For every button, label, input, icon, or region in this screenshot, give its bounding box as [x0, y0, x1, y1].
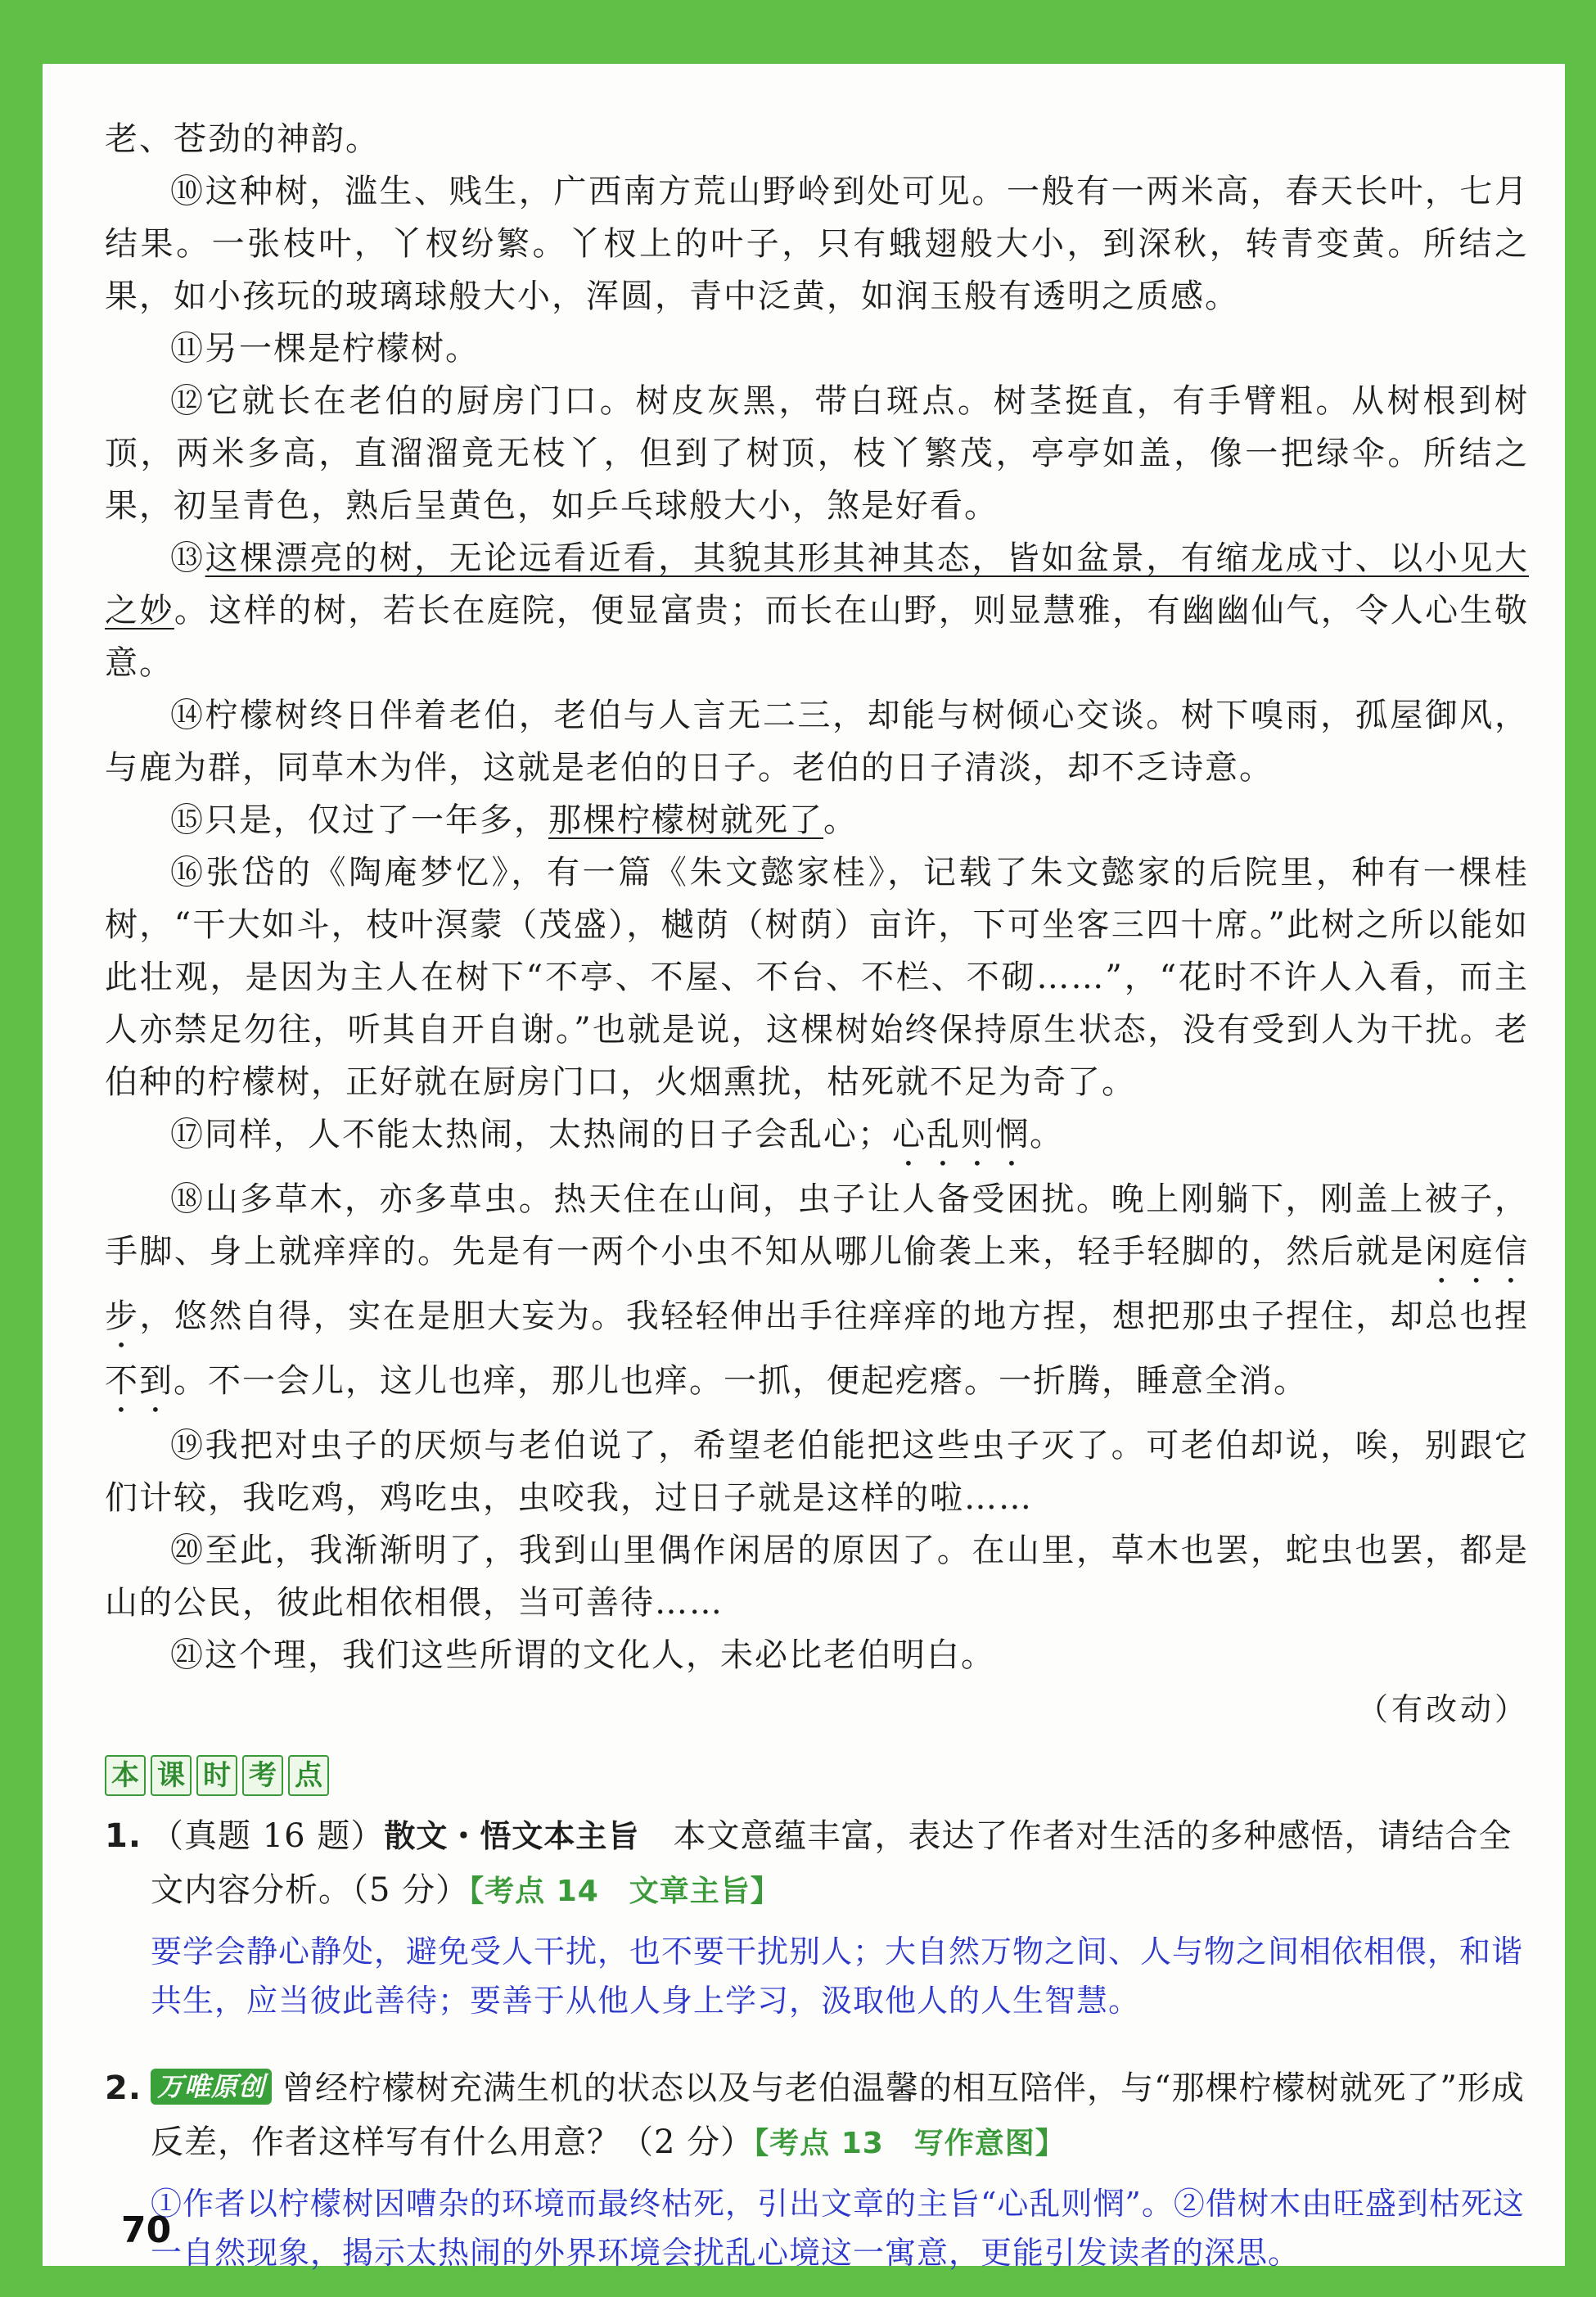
paragraph-15 [105, 794, 1529, 846]
p17-start: ⑰同样，人不能太热闹，太热闹的日子会乱心； [170, 1116, 892, 1153]
paragraph-13 [105, 532, 1529, 689]
paragraph-16: ⑯张岱的《陶庵梦忆》，有一篇《朱文懿家桂》，记载了朱文懿家的后院里，种有一棵桂树，“干大如斗，枝叶溟蒙（茂盛），樾荫（树荫）亩许，下可坐客三四十席。”此树之所以能如此壮观，是因为主人在树下“不亭、不屋、不台、不栏、不砌……”，“花时不许人入看，而主人亦禁足勿往，听其自开自谢。”也就是说，这棵树始终保持原生状态，没有受到人为干扰。老伯种的柠檬树，正好就在厨房门口，火烟熏扰，枯死就不足为奇了。 [105, 854, 1529, 1101]
p18-dotted-2: 不到 [105, 1362, 174, 1400]
p18-part3: 。不一会儿，这儿也痒，那儿也痒。一抓，便起疙瘩。一折腾，睡意全消。 [174, 1362, 1308, 1400]
question-source: （真题 16 题） [151, 1817, 385, 1855]
p15-end: 。 [823, 801, 858, 839]
question-text: 曾经柠檬树充满生机的状态以及与老伯温馨的相互陪伴，与“那棵柠檬树就死了”形成反差，作者这样写有什么用意？（2 分） [151, 2069, 1525, 2161]
paragraph-18 [105, 1173, 1529, 1419]
page-number: 70 [121, 2209, 172, 2251]
question-text: 本文意蕴丰富，表达了作者对生活的多种感悟，请结合全文内容分析。（5 分） [151, 1817, 1513, 1909]
question-type: 散文・悟文本主旨 [384, 1818, 640, 1854]
p17-end: 。 [1030, 1116, 1064, 1153]
p17-dotted: 心乱则惘 [892, 1116, 1030, 1153]
article-content [105, 113, 1529, 2277]
page [43, 64, 1565, 2271]
p18-dotted-1: 闲庭信步 [105, 1233, 1530, 1335]
question-2 [105, 2061, 1529, 2277]
paragraph-11: ⑪另一棵是柠檬树。 [170, 330, 480, 368]
section-label-char: 时 [196, 1755, 237, 1796]
paragraph-10: ⑩这种树，滥生、贱生，广西南方荒山野岭到处可见。一般有一两米高，春天长叶，七月结果。一张枝叶，丫杈纷繁。丫杈上的叶子，只有蛾翅般大小，到深秋，转青变黄。所结之果，如小孩玩的玻璃球般大小，浑圆，青中泛黄，如润玉般有透明之质感。 [105, 173, 1529, 315]
paragraph-19: ⑲我把对虫子的厌烦与老伯说了，希望老伯能把这些虫子灭了。可老伯却说，唉，别跟它们计较，我吃鸡，鸡吃虫，虫咬我，过日子就是这样的啦…… [105, 1427, 1529, 1517]
question-1-stem [105, 1809, 1529, 1919]
paragraph-12: ⑫它就长在老伯的厨房门口。树皮灰黑，带白斑点。树茎挺直，有手臂粗。从树根到树顶，两米多高，直溜溜竟无枝丫，但到了树顶，枝丫繁茂，亭亭如盖，像一把绿伞。所结之果，初呈青色，熟后呈黄色，如乒乓球般大小，煞是好看。 [105, 382, 1529, 525]
question-number: 1. [105, 1817, 142, 1855]
p15-underlined: 那棵柠檬树就死了 [548, 801, 823, 839]
question-1 [105, 1809, 1529, 2025]
section-label-char: 本 [105, 1755, 146, 1796]
p13-num: ⑬ [170, 539, 205, 577]
p13-rest: 。这样的树，若长在庭院，便显富贵；而长在山野，则显慧雅，有幽幽仙气，令人心生敬意。 [105, 592, 1530, 682]
section-label [105, 1755, 1529, 1796]
section-label-char: 点 [288, 1755, 329, 1796]
section-label-char: 课 [151, 1755, 192, 1796]
paragraph-9-end: 老、苍劲的神韵。 [105, 120, 380, 158]
question-2-answer: ①作者以柠檬树因嘈杂的环境而最终枯死，引出文章的主旨“心乱则惘”。②借树木由旺盛到枯死这一自然现象，揭示太热闹的外界环境会扰乱心境这一寓意，更能引发读者的深思。 [151, 2186, 1525, 2271]
paragraph-20: ⑳至此，我渐渐明了，我到山里偶作闲居的原因了。在山里，草木也罢，蛇虫也罢，都是山的公民，彼此相依相偎，当可善待…… [105, 1532, 1529, 1622]
exam-point: 【考点 14 文章主旨】 [469, 1875, 781, 1908]
p15-start: ⑮只是，仅过了一年多， [170, 801, 548, 839]
question-number: 2. [105, 2069, 142, 2107]
p18-part1: ⑱山多草木，亦多草虫。热天住在山间，虫子让人备受困扰。晚上刚躺下，刚盖上被子，手脚、身上就痒痒的。先是有一两个小虫不知从哪儿偷袭上来，轻手轻脚的，然后就是 [105, 1180, 1529, 1270]
paragraph-21: ㉑这个理，我们这些所谓的文化人，未必比老伯明白。 [170, 1636, 995, 1674]
p13-underlined: 这棵漂亮的树，无论远看近看，其貌其形其神其态，皆如盆景，有缩龙成寸、以小见大之妙 [105, 539, 1530, 630]
section-label-char: 考 [242, 1755, 283, 1796]
paragraph-17 [105, 1108, 1529, 1173]
exam-point: 【考点 13 写作意图】 [754, 2127, 1066, 2160]
p18-part2: ，悠然自得，实在是胆大妄为。我轻轻伸出手往痒痒的地方捏，想把那虫子捏住，却总也捏 [139, 1297, 1530, 1335]
question-1-answer: 要学会静心静处，避免受人干扰，也不要干扰别人；大自然万物之间、人与物之间相依相偎，和谐共生，应当彼此善待；要善于从他人身上学习，汲取他人的人生智慧。 [151, 1934, 1524, 2019]
question-2-stem [105, 2061, 1529, 2171]
paragraph-14: ⑭柠檬树终日伴着老伯，老伯与人言无二三，却能与树倾心交谈。树下嗅雨，孤屋御风，与鹿为群，同草木为伴，这就是老伯的日子。老伯的日子清淡，却不乏诗意。 [105, 697, 1529, 787]
original-badge: 万唯原创 [151, 2069, 272, 2105]
attribution: （有改动） [1356, 1691, 1529, 1727]
